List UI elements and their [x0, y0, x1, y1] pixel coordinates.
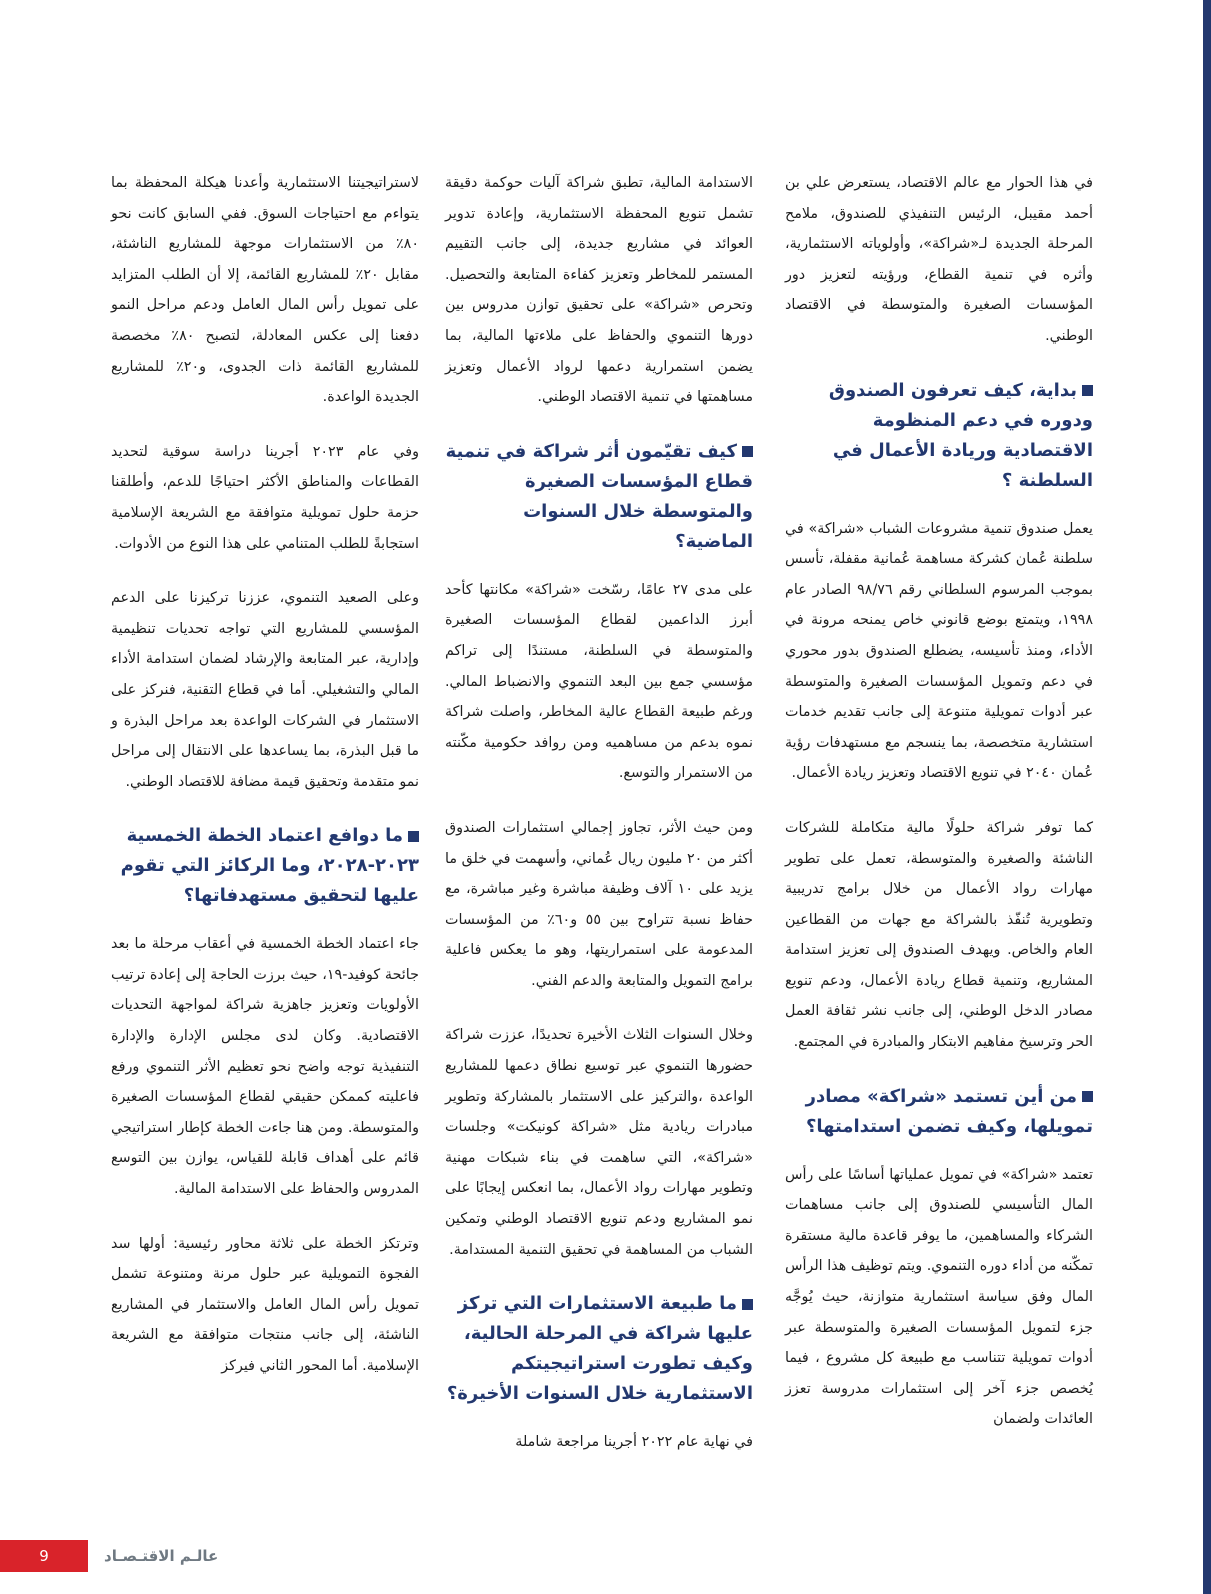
page-edge-bar	[1203, 0, 1211, 1594]
page-footer	[0, 1540, 260, 1572]
column-right	[785, 168, 1093, 1459]
question-text: من أين تستمد «شراكة» مصادر تمويلها، وكيف تضمن استدامتها؟	[805, 1085, 1093, 1137]
square-bullet-icon	[742, 1299, 753, 1310]
answer-paragraph: كما توفر شراكة حلولًا مالية متكاملة للشركات الناشئة والصغيرة والمتوسطة، تعمل على تطوير مهارات رواد الأعمال من خلال برامج تدريبية وتطويرية تُنفّذ بالشراكة مع جهات من القطاعين العام والخاص. ويهدف الصندوق إلى تعزيز استدامة المشاريع، وتنمية قطاع ريادة الأعمال، ودعم تنويع مصادر الدخل الوطني، إلى جانب نشر ثقافة العمل الحر وترسيخ مفاهيم الابتكار والمبادرة في المجتمع.	[785, 819, 1093, 1051]
square-bullet-icon	[742, 446, 753, 457]
answer-paragraph: الاستدامة المالية، تطبق شراكة آليات حوكمة دقيقة تشمل تنويع المحفظة الاستثمارية، وإعادة تدوير العوائد في مشاريع جديدة، إلى جانب التقييم المستمر للمخاطر وتعزيز كفاءة المتابعة والتحصيل. وتحرص «شراكة» على تحقيق توازن مدروس بين دورها التنموي والحفاظ على ملاءتها المالية، بما يضمن استمرارية دعمها لرواد الأعمال وتعزيز مساهمتها في تنمية الاقتصاد الوطني.	[445, 175, 753, 406]
answer-paragraph: تعتمد «شراكة» في تمويل عملياتها أساسًا على رأس المال التأسيسي للصندوق إلى جانب مساهمات الشركاء والمساهمين، ما يوفر قاعدة مالية مستقرة تمكّنه من أداء دوره التنموي. ويتم توظيف هذا الرأس المال وفق سياسة استثمارية متوازنة، حيث يُوجَّه جزء لتمويل المؤسسات الصغيرة والمتوسطة عبر أدوات تمويلية تتناسب مع طبيعة كل مشروع ، فيما يُخصص جزء آخر إلى استثمارات مدروسة تعزز العائدات ولضمان	[785, 1166, 1093, 1428]
magazine-title: عالـم الاقتـصـاد	[104, 1547, 219, 1565]
question-heading	[111, 821, 419, 911]
question-text: كيف تقيّمون أثر شراكة في تنمية قطاع المؤسسات الصغيرة والمتوسطة خلال السنوات الماضية؟	[445, 440, 753, 552]
answer-paragraph: ومن حيث الأثر، تجاوز إجمالي استثمارات الصندوق أكثر من ٢٠ مليون ريال عُماني، وأسهمت في خلق ما يزيد على ١٠ آلاف وظيفة مباشرة وغير مباشرة، مع حفاظ نسبة تتراوح بين ٥٥ و٦٠٪ من المؤسسات المدعومة على استمراريتها، وهو ما يعكس فاعلية برامج التمويل والمتابعة والدعم الفني.	[445, 819, 754, 989]
answer-paragraph: وفي عام ٢٠٢٣ أجرينا دراسة سوقية لتحديد القطاعات والمناطق الأكثر احتياجًا للدعم، وأطلقنا حزمة حلول تمويلية متوافقة مع الشريعة الإسلامية استجابةً للطلب المتنامي على هذا النوع من الأدوات.	[111, 443, 419, 552]
answer-paragraph: وعلى الصعيد التنموي، عززنا تركيزنا على الدعم المؤسسي للمشاريع التي تواجه تحديات تنظيمية وإدارية، عبر المتابعة والإرشاد لضمان استدامة الأداء المالي والتشغيلي. أما في قطاع التقنية، فنركز على الاستثمار في الشركات الواعدة بعد مراحل البذرة و ما قبل البذرة، بما يساعدها على الانتقال إلى مراحل نمو متقدمة وتحقيق قيمة مضافة للاقتصاد الوطني.	[111, 590, 419, 790]
question-heading	[445, 1289, 753, 1409]
answer-paragraph: وخلال السنوات الثلاث الأخيرة تحديدًا، عززت شراكة حضورها التنموي عبر توسيع نطاق دعمها للمشاريع الواعدة ،والتركيز على الاستثمار بالمشاركة وتطوير مبادرات ريادية مثل «شراكة كونيكت» وجلسات «شراكة»، التي ساهمت في بناء شبكات مهنية وتطوير مهارات رواد الأعمال، بما انعكس إيجابًا على نمو المشاريع ودعم تنويع الاقتصاد الوطني وتمكين الشباب من المساهمة في تحقيق التنمية المستدامة.	[445, 1027, 753, 1258]
square-bullet-icon	[1082, 1091, 1093, 1102]
answer-paragraph: جاء اعتماد الخطة الخمسية في أعقاب مرحلة ما بعد جائحة كوفيد-١٩، حيث برزت الحاجة إلى إعادة ترتيب الأولويات وتعزيز جاهزية شراكة لمواجهة التحديات الاقتصادية. وكان لدى مجلس الإدارة والإدارة التنفيذية توجه واضح نحو تعظيم الأثر التنموي ورفع فاعليته كممكن حقيقي لقطاع المؤسسات الصغيرة والمتوسطة. ومن هنا جاءت الخطة كإطار استراتيجي قائم على أهداف قابلة للقياس، يوازن بين التوسع المدروس والحفاظ على الاستدامة المالية.	[111, 936, 419, 1198]
page-number: 9	[0, 1540, 88, 1572]
answer-paragraph: وترتكز الخطة على ثلاثة محاور رئيسية: أولها سد الفجوة التمويلية عبر حلول مرنة ومتنوعة تشمل تمويل رأس المال العامل والاستثمار في المشاريع الناشئة، إلى جانب منتجات متوافقة مع الشريعة الإسلامية. أما المحور الثاني فيركز	[111, 1235, 419, 1374]
question-text: ما طبيعة الاستثمارات التي تركز عليها شراكة في المرحلة الحالية، وكيف تطورت استراتيجيتكم الاستثمارية خلال السنوات الأخيرة؟	[446, 1293, 753, 1405]
answer-paragraph: في هذا الحوار مع عالم الاقتصاد، يستعرض علي بن أحمد مقيبل، الرئيس التنفيذي للصندوق، ملامح المرحلة الجديدة لـ«شراكة»، وأولوياته الاستثمارية، وأثره في تنمية القطاع، ورؤيته لتعزيز دور المؤسسات الصغيرة والمتوسطة في الاقتصاد الوطني.	[785, 175, 1093, 344]
square-bullet-icon	[1082, 385, 1093, 396]
question-heading	[785, 376, 1093, 496]
answer-paragraph: في نهاية عام ٢٠٢٢ أجرينا مراجعة شاملة	[515, 1434, 753, 1451]
column-left	[111, 168, 419, 1406]
answer-paragraph: يعمل صندوق تنمية مشروعات الشباب «شراكة» في سلطنة عُمان كشركة مساهمة عُمانية مقفلة، تأسس بموجب المرسوم السلطاني رقم ٩٨/٧٦ الصادر عام ١٩٩٨، ويتمتع بوضع قانوني خاص يمنحه مرونة في الأداء، ومنذ تأسيسه، يضطلع الصندوق بدور محوري في دعم وتمويل المؤسسات الصغيرة والمتوسطة عبر أدوات تمويلية متنوعة إلى جانب تقديم خدمات استشارية متخصصة، بما ينسجم مع مستهدفات رؤية عُمان ٢٠٤٠ في تنويع الاقتصاد وتعزيز ريادة الأعمال.	[785, 520, 1093, 782]
square-bullet-icon	[408, 831, 419, 842]
question-heading	[785, 1082, 1093, 1142]
answer-paragraph: على مدى ٢٧ عامًا، رسّخت «شراكة» مكانتها كأحد أبرز الداعمين لقطاع المؤسسات الصغيرة والمتوسطة في السلطنة، مستندًا إلى تراكم مؤسسي جمع بين البعد التنموي والانضباط المالي. ورغم طبيعة القطاع عالية المخاطر، واصلت شراكة نموه بدعم من مساهميه ومن روافد حكومية مكّنته من الاستمرار والتوسع.	[445, 581, 753, 782]
column-middle	[445, 168, 753, 1482]
answer-paragraph: لاستراتيجيتنا الاستثمارية وأعدنا هيكلة المحفظة بما يتواءم مع احتياجات السوق. ففي السابق كانت نحو ٨٠٪ من الاستثمارات موجهة للمشاريع الناشئة، مقابل ٢٠٪ للمشاريع القائمة، إلا أن الطلب المتزايد على تمويل رأس المال العامل ودعم مراحل النمو دفعنا إلى عكس المعادلة، لتصبح ٨٠٪ مخصصة للمشاريع القائمة ذات الجدوى، و٢٠٪ للمشاريع الجديدة الواعدة.	[111, 175, 420, 406]
question-text: بداية، كيف تعرفون الصندوق ودوره في دعم المنظومة الاقتصادية وريادة الأعمال في السلطنة ؟	[828, 379, 1093, 491]
question-text: ما دوافع اعتماد الخطة الخمسية ٢٠٢٣-٢٠٢٨، وما الركائز التي تقوم عليها لتحقيق مستهدفاتها؟	[120, 825, 419, 907]
question-heading	[445, 437, 753, 557]
